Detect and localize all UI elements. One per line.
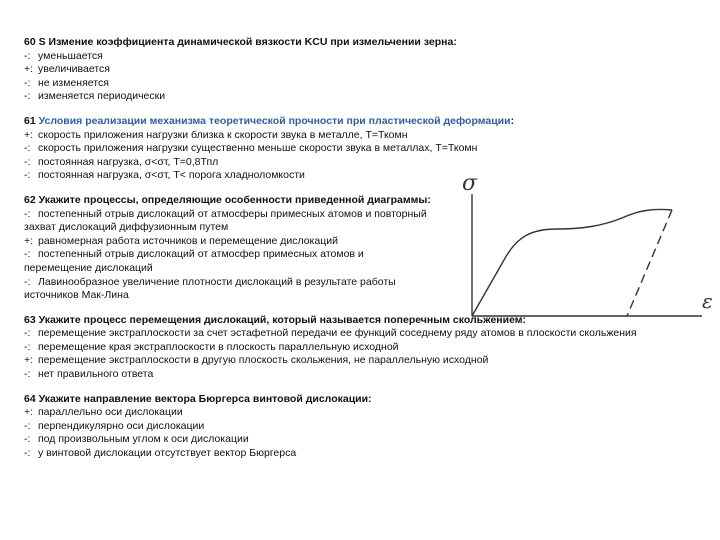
question-title [24,194,434,208]
answer-text: перемещение экстраплоскости за счет эстафетной передачи ее функций соседнему ряду атомов в плоскости скольжения [38,327,637,340]
answer-mark: -: [24,207,31,220]
answer-mark: -: [24,340,31,353]
answer-mark: +: [24,406,34,419]
answer-text: равномерная работа источников и перемещение дислокаций [38,234,338,247]
answer-mark: -: [24,368,31,381]
answer-option [24,406,704,420]
unloading-dashed-line [627,210,672,316]
answer-text: перемещение экстраплоскости в другую плоскость скольжения, не параллельную исходной [38,354,489,367]
answer-mark: +: [24,234,34,247]
answer-text: не изменяется [38,76,109,89]
answer-mark: -: [24,275,31,288]
answer-mark: +: [24,128,34,141]
answer-option [24,50,704,64]
answer-text: постепенный отрыв дислокаций от атмосфер примесных атомов и перемещение дислокаций [24,248,364,274]
question-60 [24,36,704,104]
question-text: Укажите процессы, определяющие особенности приведенной диаграммы: [38,193,431,206]
question-64 [24,393,704,461]
answer-text: уменьшается [38,49,103,62]
answer-text: постоянная нагрузка, σ<σт, Т=0,8Тпл [38,155,219,168]
answer-mark: -: [24,49,31,62]
answer-mark: -: [24,327,31,340]
answer-option [24,276,434,303]
answer-text: под произвольным углом к оси дислокации [38,433,249,446]
question-number: 63 [24,313,36,326]
answer-text: скорость приложения нагрузки близка к скорости звука в металле, Т=Ткомн [38,128,408,141]
document-page [24,36,713,472]
answer-option [24,77,704,91]
answer-option [24,90,704,104]
diagram-svg [432,166,720,326]
stress-strain-diagram [432,166,720,326]
x-axis-label: ε [702,288,713,313]
answer-option [24,327,704,341]
answer-option [24,368,704,382]
answer-option [24,420,704,434]
answer-option [24,129,704,143]
question-title-suffix: : [510,114,515,127]
answer-text: у винтовой дислокации отсутствует вектор Бюргерса [38,447,297,460]
answer-option [24,63,704,77]
answer-text: параллельно оси дислокации [38,406,183,419]
stress-strain-curve [472,209,672,316]
question-title [24,115,704,129]
answer-mark: +: [24,354,34,367]
answer-text: скорость приложения нагрузки существенно меньше скорости звука в металлах, Т=Ткомн [38,142,478,155]
answer-option [24,341,704,355]
answer-mark: -: [24,142,31,155]
answer-mark: -: [24,169,31,182]
answer-option [24,433,704,447]
answer-text: постоянная нагрузка, σ<σт, Т< порога хладноломкости [38,169,305,182]
answer-option [24,447,704,461]
answer-text: постепенный отрыв дислокаций от атмосферы примесных атомов и повторный захват дислокаций диффузионным путем [24,207,427,234]
question-title [24,36,704,50]
answer-text: увеличивается [38,63,110,76]
question-text: Укажите процесс перемещения дислокаций, который называется поперечным скольжением: [38,313,527,326]
question-number: 64 [24,392,36,405]
answer-text: перемещение края экстраплоскости в плоскость параллельную исходной [38,340,399,353]
question-title [24,393,704,407]
answer-text: нет правильного ответа [38,368,154,381]
answer-mark: -: [24,76,31,89]
answer-mark: -: [24,248,31,261]
y-axis-label: σ [462,170,478,196]
answer-option [24,142,704,156]
answer-option [24,235,434,249]
question-text: Укажите направление вектора Бюргерса винтовой дислокации: [38,392,372,405]
question-number: 62 [24,193,36,206]
question-number: 61 [24,114,36,127]
answer-mark: -: [24,90,31,103]
answer-mark: -: [24,155,31,168]
answer-text: изменяется периодически [38,90,166,103]
answer-option [24,248,434,275]
answer-text: Лавинообразное увеличение плотности дислокаций в результате работы источников Мак-Лина [24,275,396,302]
answer-mark: -: [24,447,31,460]
question-number: 60 [24,36,36,48]
question-text: Условия реализации механизма теоретической прочности при пластической деформации [38,114,511,127]
answer-mark: +: [24,63,34,76]
question-62-text-column [24,194,434,303]
answer-option [24,208,434,235]
question-text: S Измение коэффициента динамической вязкости KCU при измельчении зерна: [38,36,457,48]
answer-option [24,354,704,368]
answer-mark: -: [24,433,31,446]
answer-text: перпендикулярно оси дислокации [38,419,205,432]
answer-mark: -: [24,419,31,432]
